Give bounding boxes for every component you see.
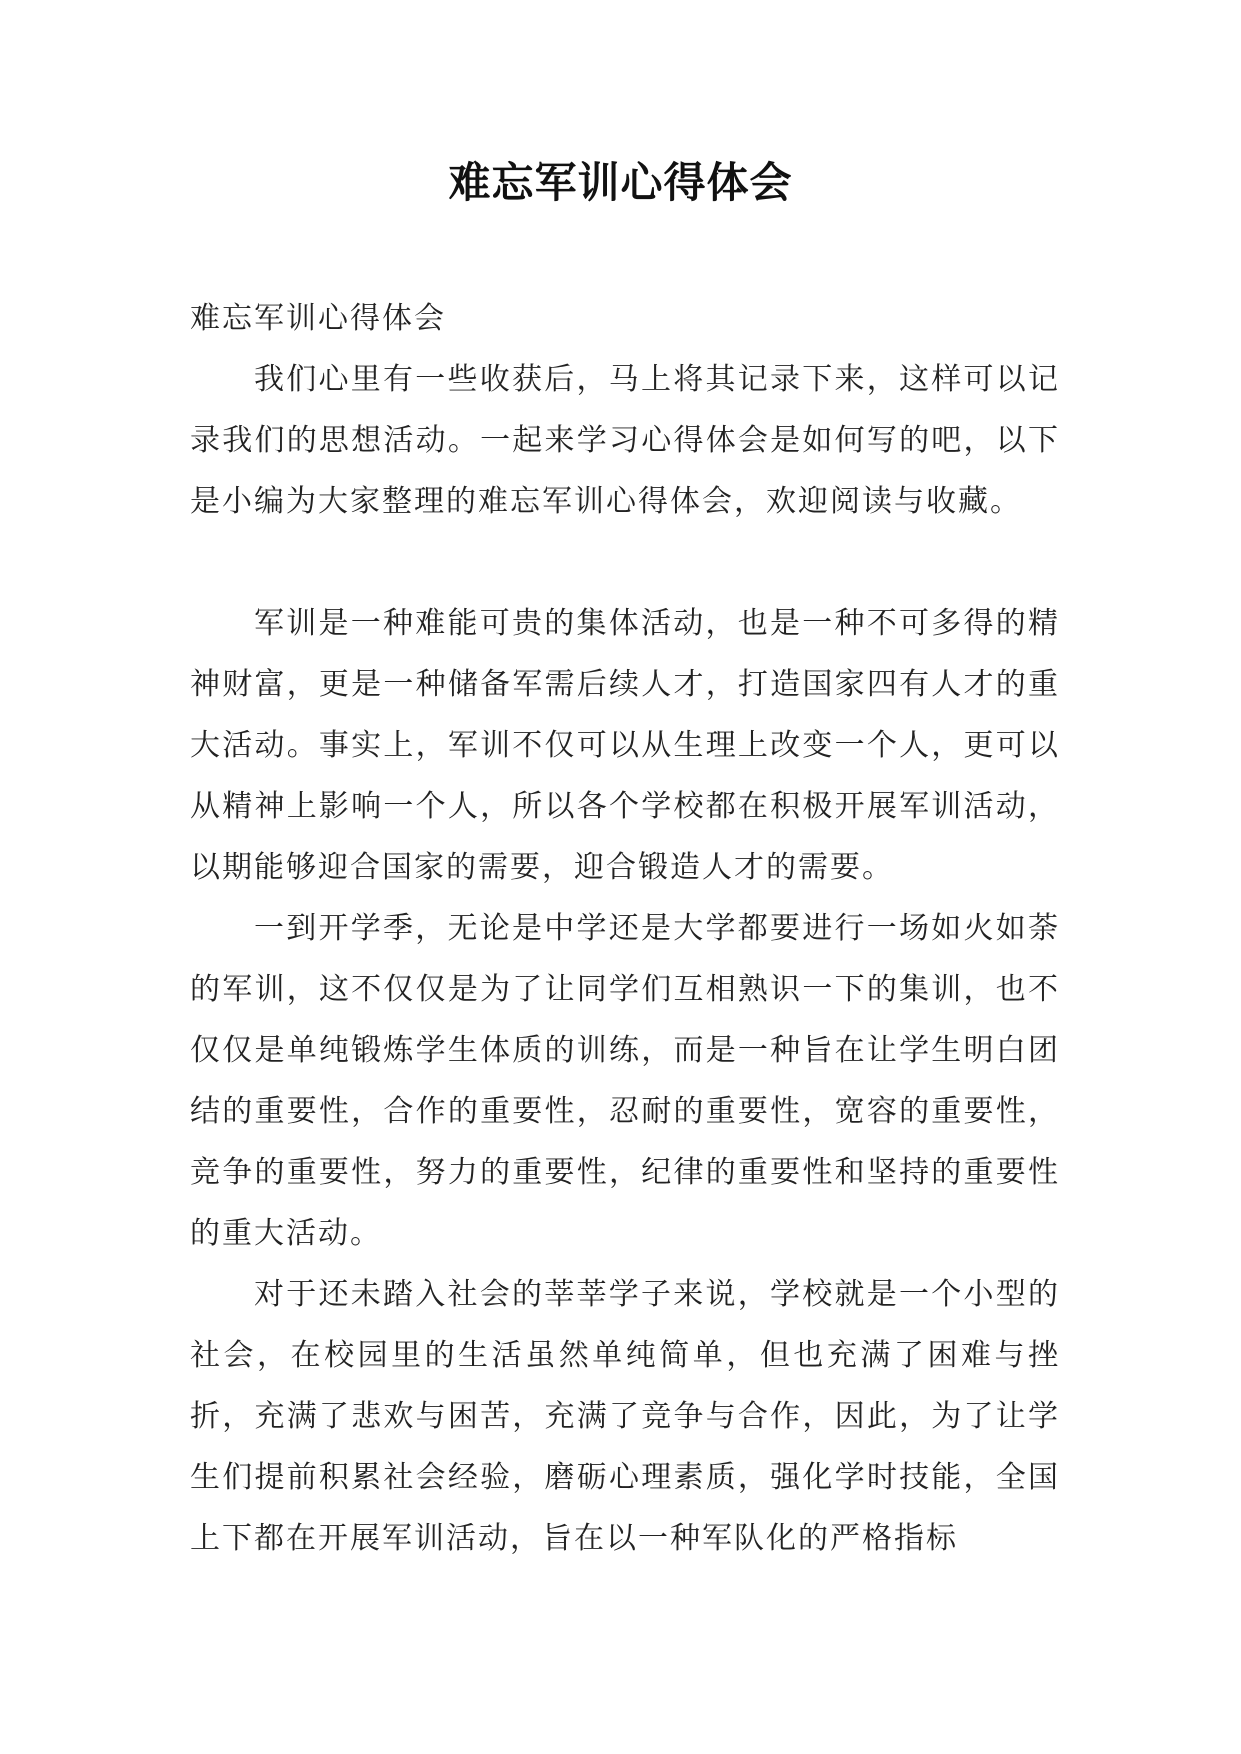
document-body [190,288,1060,1569]
paragraph-body-3: 对于还未踏入社会的莘莘学子来说，学校就是一个小型的社会，在校园里的生活虽然单纯简单，但也充满了困难与挫折，充满了悲欢与困苦，充满了竞争与合作，因此，为了让学生们提前积累社会经验，磨砺心理素质，强化学时技能，全国上下都在开展军训活动，旨在以一种军队化的严格指标 [190,1277,1060,1556]
paragraph-body-2: 一到开学季，无论是中学还是大学都要进行一场如火如荼的军训，这不仅仅是为了让同学们互相熟识一下的集训，也不仅仅是单纯锻炼学生体质的训练，而是一种旨在让学生明白团结的重要性，合作的重要性，忍耐的重要性，宽容的重要性，竞争的重要性，努力的重要性，纪律的重要性和坚持的重要性的重大活动。 [190,911,1060,1251]
document-title: 难忘军训心得体会 [448,158,793,207]
document-subtitle: 难忘军训心得体会 [190,301,446,336]
paragraph-intro: 我们心里有一些收获后，马上将其记录下来，这样可以记录我们的思想活动。一起来学习心得体会是如何写的吧，以下是小编为大家整理的难忘军训心得体会，欢迎阅读与收藏。 [190,362,1060,519]
paragraph-body-1: 军训是一种难能可贵的集体活动，也是一种不可多得的精神财富，更是一种储备军需后续人才，打造国家四有人才的重大活动。事实上，军训不仅可以从生理上改变一个人，更可以从精神上影响一个人，所以各个学校都在积极开展军训活动，以期能够迎合国家的需要，迎合锻造人才的需要。 [190,606,1060,885]
